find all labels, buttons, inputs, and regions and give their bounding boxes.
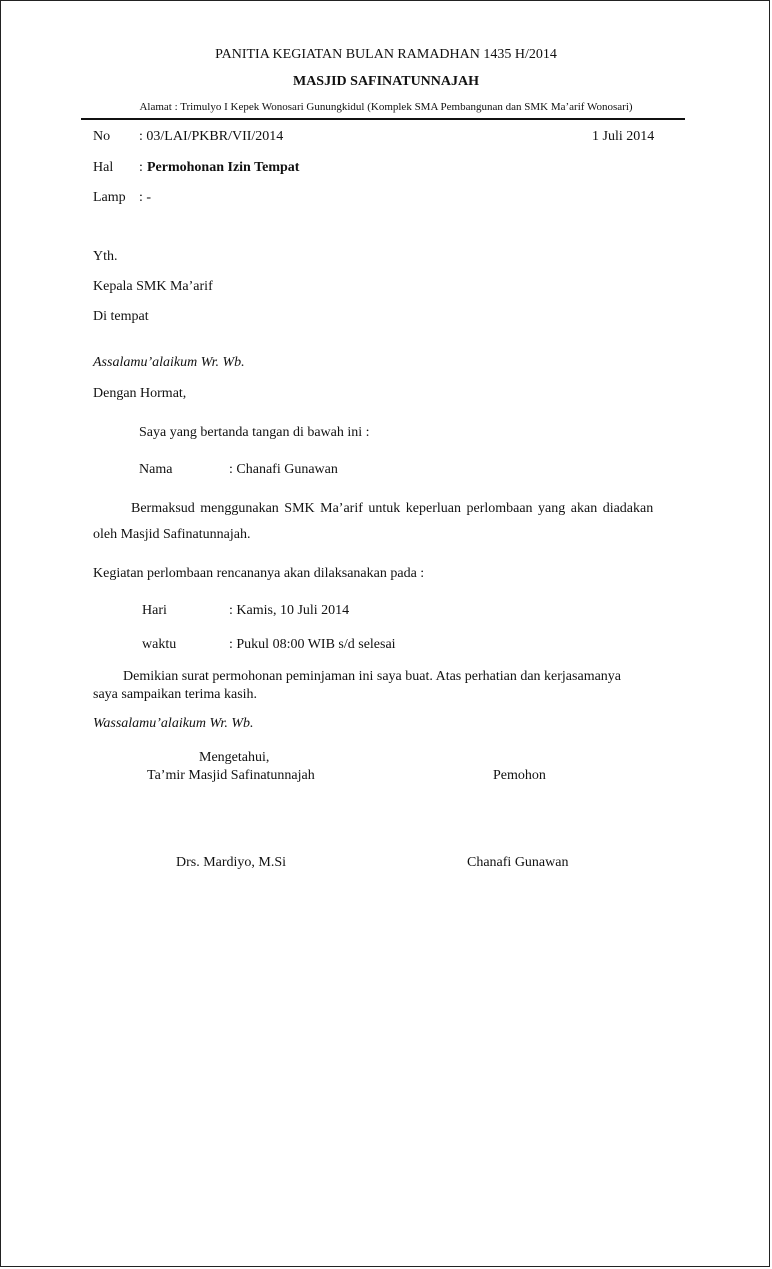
right-signatory-title: Pemohon xyxy=(493,768,546,783)
hal-label: Hal xyxy=(93,160,114,175)
attachment-value: : - xyxy=(139,190,152,205)
letterhead-committee: PANITIA KEGIATAN BULAN RAMADHAN 1435 H/2014 xyxy=(215,47,557,62)
hal-colon: : xyxy=(139,160,143,175)
hari-value: : Kamis, 10 Juli 2014 xyxy=(229,603,350,618)
right-signatory-name: Chanafi Gunawan xyxy=(467,855,569,870)
recipient-name: Kepala SMK Ma’arif xyxy=(93,279,213,294)
acknowledged-label: Mengetahui, xyxy=(199,750,270,765)
closing-greeting: Wassalamu’alaikum Wr. Wb. xyxy=(93,716,254,731)
hari-label: Hari xyxy=(142,603,167,618)
letterhead-divider xyxy=(81,118,685,120)
letterhead-address: Alamat : Trimulyo I Kepek Wonosari Gunungkidul (Komplek SMA Pembangunan dan SMK Ma’arif Wonosari) xyxy=(139,101,633,113)
closing-line-1: Demikian surat permohonan peminjaman ini saya buat. Atas perhatian dan kerjasamanya xyxy=(123,669,622,684)
recipient-place: Di tempat xyxy=(93,309,149,324)
waktu-label: waktu xyxy=(142,637,177,652)
nama-label: Nama xyxy=(139,462,173,477)
intro-statement: Saya yang bertanda tangan di bawah ini : xyxy=(139,425,370,440)
no-label: No xyxy=(93,129,111,144)
purpose-line-1: Bermaksud menggunakan SMK Ma’arif untuk keperluan perlombaan yang akan diadakan xyxy=(131,501,654,516)
left-signatory-name: Drs. Mardiyo, M.Si xyxy=(176,855,287,870)
purpose-line-2: oleh Masjid Safinatunnajah. xyxy=(93,527,251,542)
salutation: Dengan Hormat, xyxy=(93,386,187,401)
schedule-intro: Kegiatan perlombaan rencananya akan dilaksanakan pada : xyxy=(93,566,425,581)
left-signatory-title: Ta’mir Masjid Safinatunnajah xyxy=(147,768,315,783)
nama-value: : Chanafi Gunawan xyxy=(229,462,338,477)
closing-line-2: saya sampaikan terima kasih. xyxy=(93,687,258,702)
recipient-yth: Yth. xyxy=(93,249,118,264)
subject: Permohonan Izin Tempat xyxy=(147,160,300,175)
letter-number: : 03/LAI/PKBR/VII/2014 xyxy=(139,129,284,144)
letterhead-mosque: MASJID SAFINATUNNAJAH xyxy=(292,74,480,89)
waktu-value: : Pukul 08:00 WIB s/d selesai xyxy=(229,637,396,652)
opening-greeting: Assalamu’alaikum Wr. Wb. xyxy=(93,355,245,370)
lamp-label: Lamp xyxy=(93,190,126,205)
letter-date: 1 Juli 2014 xyxy=(592,129,655,144)
